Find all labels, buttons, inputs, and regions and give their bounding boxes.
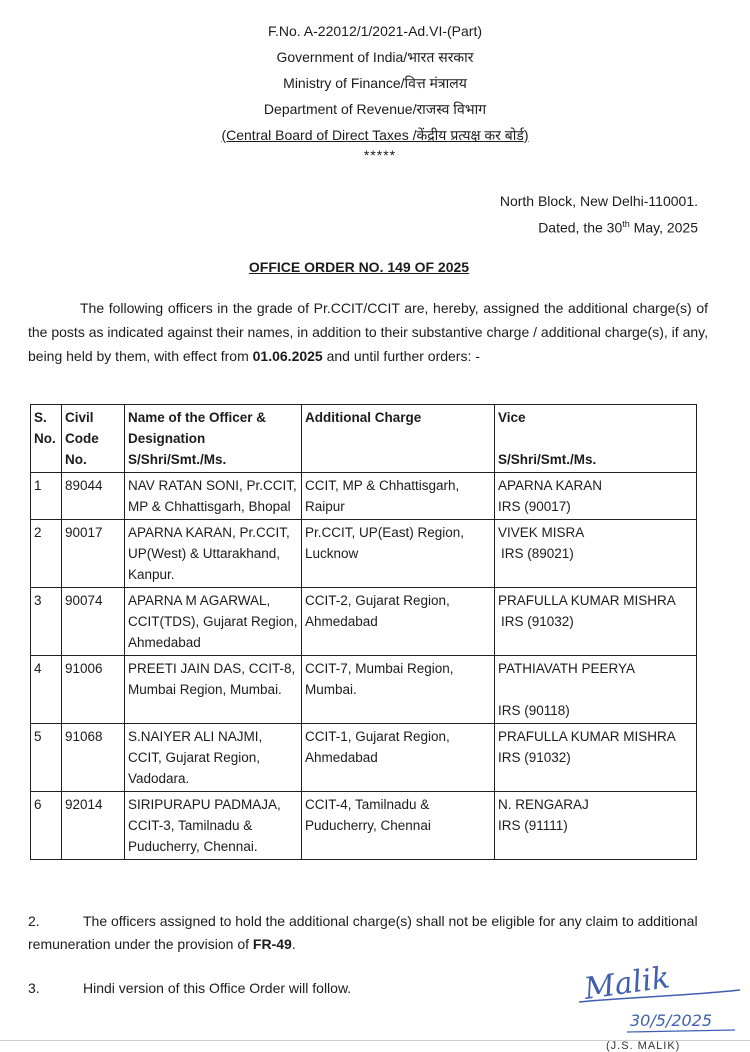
vice-name: N. RENGARAJ xyxy=(498,797,589,812)
row-officer: APARNA M AGARWAL, CCIT(TDS), Gujarat Region, Ahmedabad xyxy=(125,588,302,656)
ministry-line: Ministry of Finance/वित्त मंत्रालय xyxy=(283,75,467,91)
rule-reference: FR-49 xyxy=(252,936,292,952)
signature-scrawl: Malik xyxy=(582,960,673,1007)
vice-irs: IRS (89021) xyxy=(501,546,574,561)
header-name-sub: S/Shri/Smt./Ms. xyxy=(128,452,227,467)
row-code: 92014 xyxy=(62,792,125,860)
date-suffix: May, 2025 xyxy=(629,219,698,236)
para2-text-b: . xyxy=(291,936,296,952)
row-vice xyxy=(495,473,697,520)
signature-date: 30/5/2025 xyxy=(630,1011,713,1030)
row-charge: CCIT-4, Tamilnadu & Puducherry, Chennai xyxy=(302,792,495,860)
date-prefix: Dated, the 30 xyxy=(538,219,623,236)
table-row xyxy=(31,792,697,860)
date-line xyxy=(500,213,698,240)
row-vice xyxy=(495,792,697,860)
row-officer: PREETI JAIN DAS, CCIT-8, Mumbai Region, Mumbai. xyxy=(125,656,302,724)
row-sno: 3 xyxy=(31,588,62,656)
row-sno: 6 xyxy=(31,792,62,860)
row-charge: CCIT, MP & Chhattisgarh, Raipur xyxy=(302,473,495,520)
vice-irs: IRS (91032) xyxy=(498,750,571,765)
vice-irs: IRS (91111) xyxy=(498,818,568,833)
paragraph-1 xyxy=(28,296,708,368)
department-line: Department of Revenue/राजस्व विभाग xyxy=(263,101,487,117)
row-code: 90074 xyxy=(62,588,125,656)
para3-text: Hindi version of this Office Order will follow. xyxy=(83,980,352,996)
date-superscript: th xyxy=(622,219,630,229)
table-row xyxy=(31,473,697,520)
vice-name: VIVEK MISRA xyxy=(498,525,585,540)
vice-irs: IRS (90118) xyxy=(498,703,570,718)
row-officer: SIRIPURAPU PADMAJA, CCIT-3, Tamilnadu & Puducherry, Chennai. xyxy=(125,792,302,860)
row-sno: 1 xyxy=(31,473,62,520)
office-order-title: OFFICE ORDER NO. 149 OF 2025 xyxy=(248,259,470,275)
row-sno: 4 xyxy=(31,656,62,724)
header-additional-charge: Additional Charge xyxy=(302,405,495,473)
paragraph-3 xyxy=(28,980,351,996)
row-sno: 2 xyxy=(31,520,62,588)
vice-name: PRAFULLA KUMAR MISHRA xyxy=(498,729,676,744)
table-row xyxy=(31,724,697,792)
row-charge: CCIT-2, Gujarat Region, Ahmedabad xyxy=(302,588,495,656)
row-vice xyxy=(495,588,697,656)
table-row xyxy=(31,520,697,588)
header-name-label: Name of the Officer & Designation xyxy=(128,410,267,446)
header-vice xyxy=(495,405,697,473)
row-code: 91006 xyxy=(62,656,125,724)
signature-date-underline xyxy=(627,1030,735,1032)
file-number: F.No. A-22012/1/2021-Ad.VI-(Part) xyxy=(268,23,482,39)
row-sno: 5 xyxy=(31,724,62,792)
effective-date: 01.06.2025 xyxy=(252,348,323,364)
table-row xyxy=(31,656,697,724)
row-vice xyxy=(495,724,697,792)
header-officer-name xyxy=(125,405,302,473)
handwritten-signature xyxy=(575,950,750,1040)
vice-irs: IRS (90017) xyxy=(498,499,571,514)
para3-number: 3. xyxy=(28,980,40,996)
officers-table xyxy=(30,404,697,860)
para1-text-a: The following officers in the grade of Pr.CCIT/CCIT are, hereby, assigned the additional charge(s) of the posts as indicated against their names, in addition to their substantive charge / additional charge(s), if any, being held by them, with effect from xyxy=(28,300,708,364)
vice-name: PATHIAVATH PEERYA xyxy=(498,661,636,676)
row-officer: NAV RATAN SONI, Pr.CCIT, MP & Chhattisgarh, Bhopal xyxy=(125,473,302,520)
row-charge: CCIT-1, Gujarat Region, Ahmedabad xyxy=(302,724,495,792)
table-row xyxy=(31,588,697,656)
row-code: 89044 xyxy=(62,473,125,520)
row-officer: APARNA KARAN, Pr.CCIT, UP(West) & Uttarakhand, Kanpur. xyxy=(125,520,302,588)
row-charge: CCIT-7, Mumbai Region, Mumbai. xyxy=(302,656,495,724)
place-line: North Block, New Delhi-110001. xyxy=(499,193,698,209)
row-charge: Pr.CCIT, UP(East) Region, Lucknow xyxy=(302,520,495,588)
row-officer: S.NAIYER ALI NAJMI, CCIT, Gujarat Region, Vadodara. xyxy=(125,724,302,792)
signatory-name: (J.S. MALIK) xyxy=(606,1040,681,1052)
vice-name: PRAFULLA KUMAR MISHRA xyxy=(498,593,676,608)
header-sno: S. No. xyxy=(31,405,62,473)
header-civil-code: Civil Code No. xyxy=(62,405,125,473)
header-vice-label: Vice xyxy=(498,410,526,425)
para2-text-a: The officers assigned to hold the additional charge(s) shall not be eligible for any claim to additional remuneration under the provision of xyxy=(28,913,698,952)
vice-name: APARNA KARAN xyxy=(498,478,603,493)
row-code: 91068 xyxy=(62,724,125,792)
header-vice-sub: S/Shri/Smt./Ms. xyxy=(498,452,597,467)
stars-divider: ***** xyxy=(363,147,397,163)
para1-text-b: and until further orders: - xyxy=(322,348,480,364)
board-line: (Central Board of Direct Taxes /केंद्रीय प्रत्यक्ष कर बोर्ड) xyxy=(221,127,529,143)
spacer xyxy=(498,679,693,700)
row-vice xyxy=(495,656,697,724)
table-header-row xyxy=(31,405,697,473)
para2-number: 2. xyxy=(28,913,40,929)
row-vice xyxy=(495,520,697,588)
vice-irs: IRS (91032) xyxy=(501,614,574,629)
row-code: 90017 xyxy=(62,520,125,588)
government-line: Government of India/भारत सरकार xyxy=(276,49,474,65)
document-header xyxy=(0,18,750,162)
address-block xyxy=(500,190,698,240)
